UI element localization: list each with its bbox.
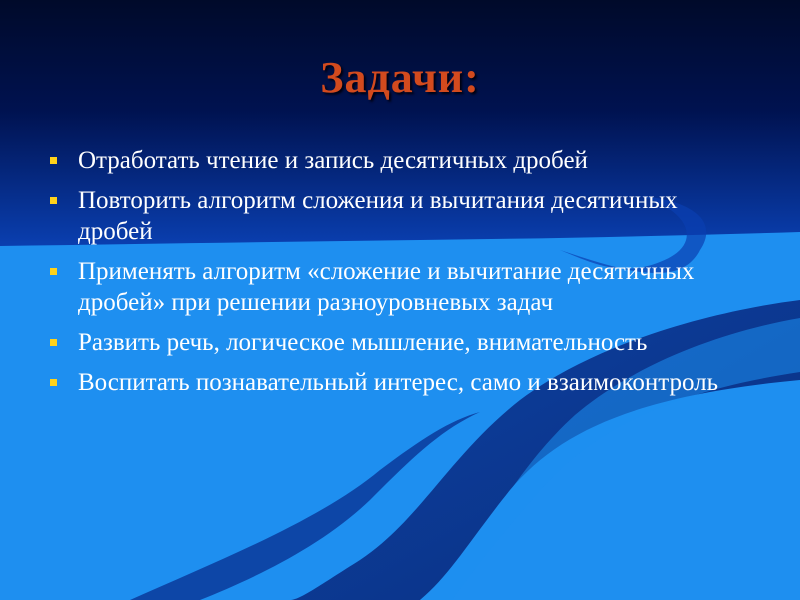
bullet-square-icon (50, 197, 57, 204)
slide-title: Задачи: (320, 53, 480, 102)
bullet-item (50, 256, 750, 318)
bullet-item (50, 327, 750, 358)
bullet-text: Отработать чтение и запись десятичных дробей (78, 147, 588, 174)
bullet-item (50, 367, 750, 398)
bullet-square-icon (50, 157, 57, 164)
bullet-square-icon (50, 268, 57, 275)
bullet-text: Применять алгоритм «сложение и вычитание десятичных дробей» при решении разноуровневых задач (78, 258, 695, 316)
bullet-text: Воспитать познавательный интерес, само и взаимоконтроль (78, 369, 719, 396)
bullet-text: Повторить алгоритм сложения и вычитания десятичных дробей (78, 187, 678, 245)
bullet-item (50, 185, 750, 247)
bullet-square-icon (50, 379, 57, 386)
bullet-item (50, 145, 750, 176)
bullet-square-icon (50, 339, 57, 346)
bullet-text: Развить речь, логическое мышление, внимательность (78, 329, 648, 356)
bullet-list (50, 145, 750, 407)
